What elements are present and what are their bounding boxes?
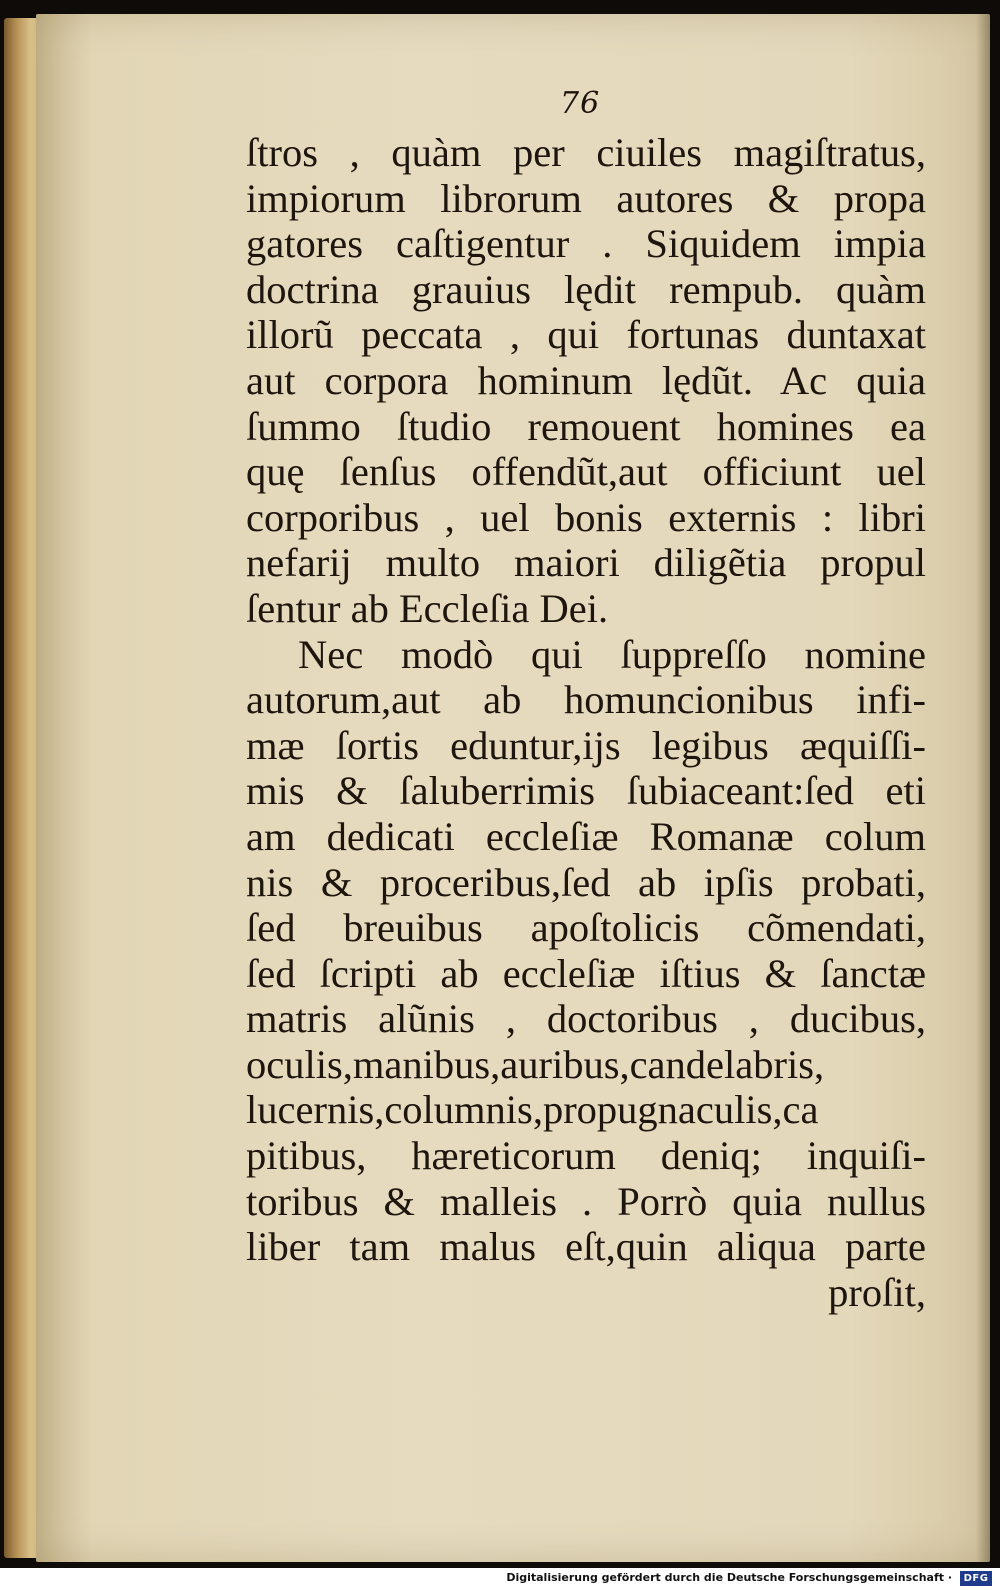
page-text: [246, 130, 926, 1315]
text-line: ſed ſcripti ab eccleſiæ iſtius & ſanctæ: [246, 950, 926, 996]
text-line: lucernis,columnis,propugnaculis,ca: [246, 1087, 819, 1133]
text-line: doctrina grauius lędit rempub. quàm: [246, 266, 926, 312]
dfg-logo: DFG: [960, 1571, 992, 1586]
text-line: nefarij multo maiori diligẽtia propul: [246, 540, 926, 586]
text-line: mæ ſortis eduntur,ijs legibus æquiſſi-: [246, 722, 926, 768]
text-line: illorũ peccata , qui fortunas duntaxat: [246, 312, 926, 358]
text-line: impiorum librorum autores & propa: [246, 175, 926, 221]
text-line: nis & proceribus,ſed ab ipſis probati,: [246, 859, 926, 905]
text-line: autorum,aut ab homuncionibus infi-: [246, 677, 926, 723]
funding-credit: Digitalisierung gefördert durch die Deutsche Forschungsgemeinschaft ·: [506, 1571, 952, 1584]
text-line: mis & ſaluberrimis ſubiaceant:ſed eti: [246, 768, 926, 814]
gutter-shadow: [976, 14, 990, 1562]
text-line: oculis,manibus,auribus,candelabris,: [246, 1041, 825, 1087]
footer-bar: [0, 1568, 1000, 1590]
text-line: quę ſenſus offendũt,aut officiunt uel: [246, 449, 926, 495]
text-line: am dedicati eccleſiæ Romanæ colum: [246, 813, 926, 859]
text-line: corporibus , uel bonis externis : libri: [246, 494, 926, 540]
text-line: ſummo ſtudio remouent homines ea: [246, 403, 926, 449]
text-line: ſed breuibus apoſtolicis cõmendati,: [246, 905, 926, 951]
text-line: aut corpora hominum lędũt. Ac quia: [246, 357, 926, 403]
text-line: Nec modò qui ſuppreſſo nomine: [298, 631, 926, 677]
text-line: liber tam malus eſt,quin aliqua parte: [246, 1224, 926, 1270]
text-line: matris alũnis , doctoribus , ducibus,: [246, 996, 926, 1042]
text-line: gatores caſtigentur . Siquidem impia: [246, 221, 926, 267]
page-number: 76: [560, 86, 601, 121]
text-line: ſentur ab Eccleſia Dei.: [246, 585, 609, 631]
catchword: proſit,: [828, 1269, 926, 1315]
text-line: ſtros , quàm per ciuiles magiſtratus,: [246, 130, 926, 175]
text-line: pitibus, hæreticorum deniq; inquiſi-: [246, 1133, 926, 1179]
text-line: toribus & malleis . Porrò quia nullus: [246, 1178, 926, 1224]
